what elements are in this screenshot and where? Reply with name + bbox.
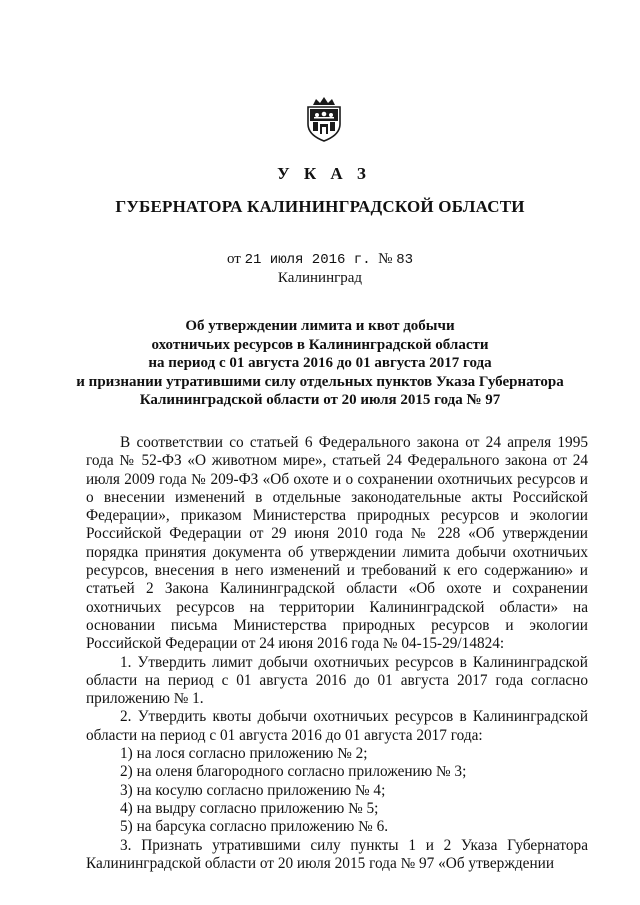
document-date: 21 июля 2016 г. (244, 252, 371, 268)
point-2-item: 4) на выдру согласно приложению № 5; (120, 799, 379, 817)
issuer-title: ГУБЕРНАТОРА КАЛИНИНГРАДСКОЙ ОБЛАСТИ (115, 197, 525, 216)
point-2-item: 2) на оленя благородного согласно приложению № 3; (120, 763, 467, 781)
heading-line: и признании утратившими силу отдельных пунктов Указа Губернатора (76, 373, 564, 390)
preamble-paragraph: В соответствии со статьей 6 Федерального закона от 24 апреля 1995 года № 52-ФЗ «О животном мире», статьей 24 Федерального закона от 24 июля 2009 года № 209-ФЗ «Об охоте и о сохранении охотничьих ресурсов и о внесении изменений в отдельные законодательные акты Российской Федерации», приказом Министерства природных ресурсов и экологии Российской Федерации от 29 июня 2010 года № 228 «Об утверждении порядка принятия документа об утверждении лимита добычи охотничьих ресурсов, внесения в него изменений и требований к его содержанию» и статьей 2 Закона Калининградской области «Об охоте и сохранении охотничьих ресурсов на территории Калининградской области» на основании письма Министерства природных ресурсов и экологии Российской Федерации от 24 июня 2016 года № 04-15-29/14824: (86, 434, 588, 653)
document-number: 83 (396, 252, 413, 268)
number-prefix: № (378, 251, 393, 267)
point-2-item: 3) на косулю согласно приложению № 4; (120, 781, 386, 799)
point-1-paragraph: 1. Утвердить лимит добычи охотничьих ресурсов в Калининградской области на период с 01 августа 2016 до 01 августа 2017 года согласно приложению № 1. (86, 653, 588, 708)
heading-line: охотничьих ресурсов в Калининградской области (151, 336, 489, 353)
point-3-paragraph: 3. Признать утратившими силу пункты 1 и 2 Указа Губернатора Калининградской области от 20 июля 2015 года № 97 «Об утверждении (86, 836, 588, 872)
coat-of-arms-icon (303, 96, 345, 142)
point-2-item: 1) на лося согласно приложению № 2; (120, 745, 368, 763)
document-city: Калининград (277, 270, 363, 286)
document-body (86, 434, 588, 873)
heading-line: Калининградской области от 20 июля 2015 года № 97 (139, 392, 501, 408)
date-number-line (0, 250, 640, 287)
heading-line: Об утверждении лимита и квот добычи (185, 318, 455, 334)
point-2-paragraph: 2. Утвердить квоты добычи охотничьих ресурсов в Калининградской области на период с 01 августа 2016 до 01 августа 2017 года: (86, 708, 588, 744)
document-heading (60, 317, 580, 410)
heading-line: на период с 01 августа 2016 до 01 августа 2017 года (148, 355, 492, 371)
date-prefix: от (226, 251, 241, 267)
document-type-title: У К А З (277, 164, 371, 183)
point-2-item: 5) на барсука согласно приложению № 6. (120, 818, 389, 836)
